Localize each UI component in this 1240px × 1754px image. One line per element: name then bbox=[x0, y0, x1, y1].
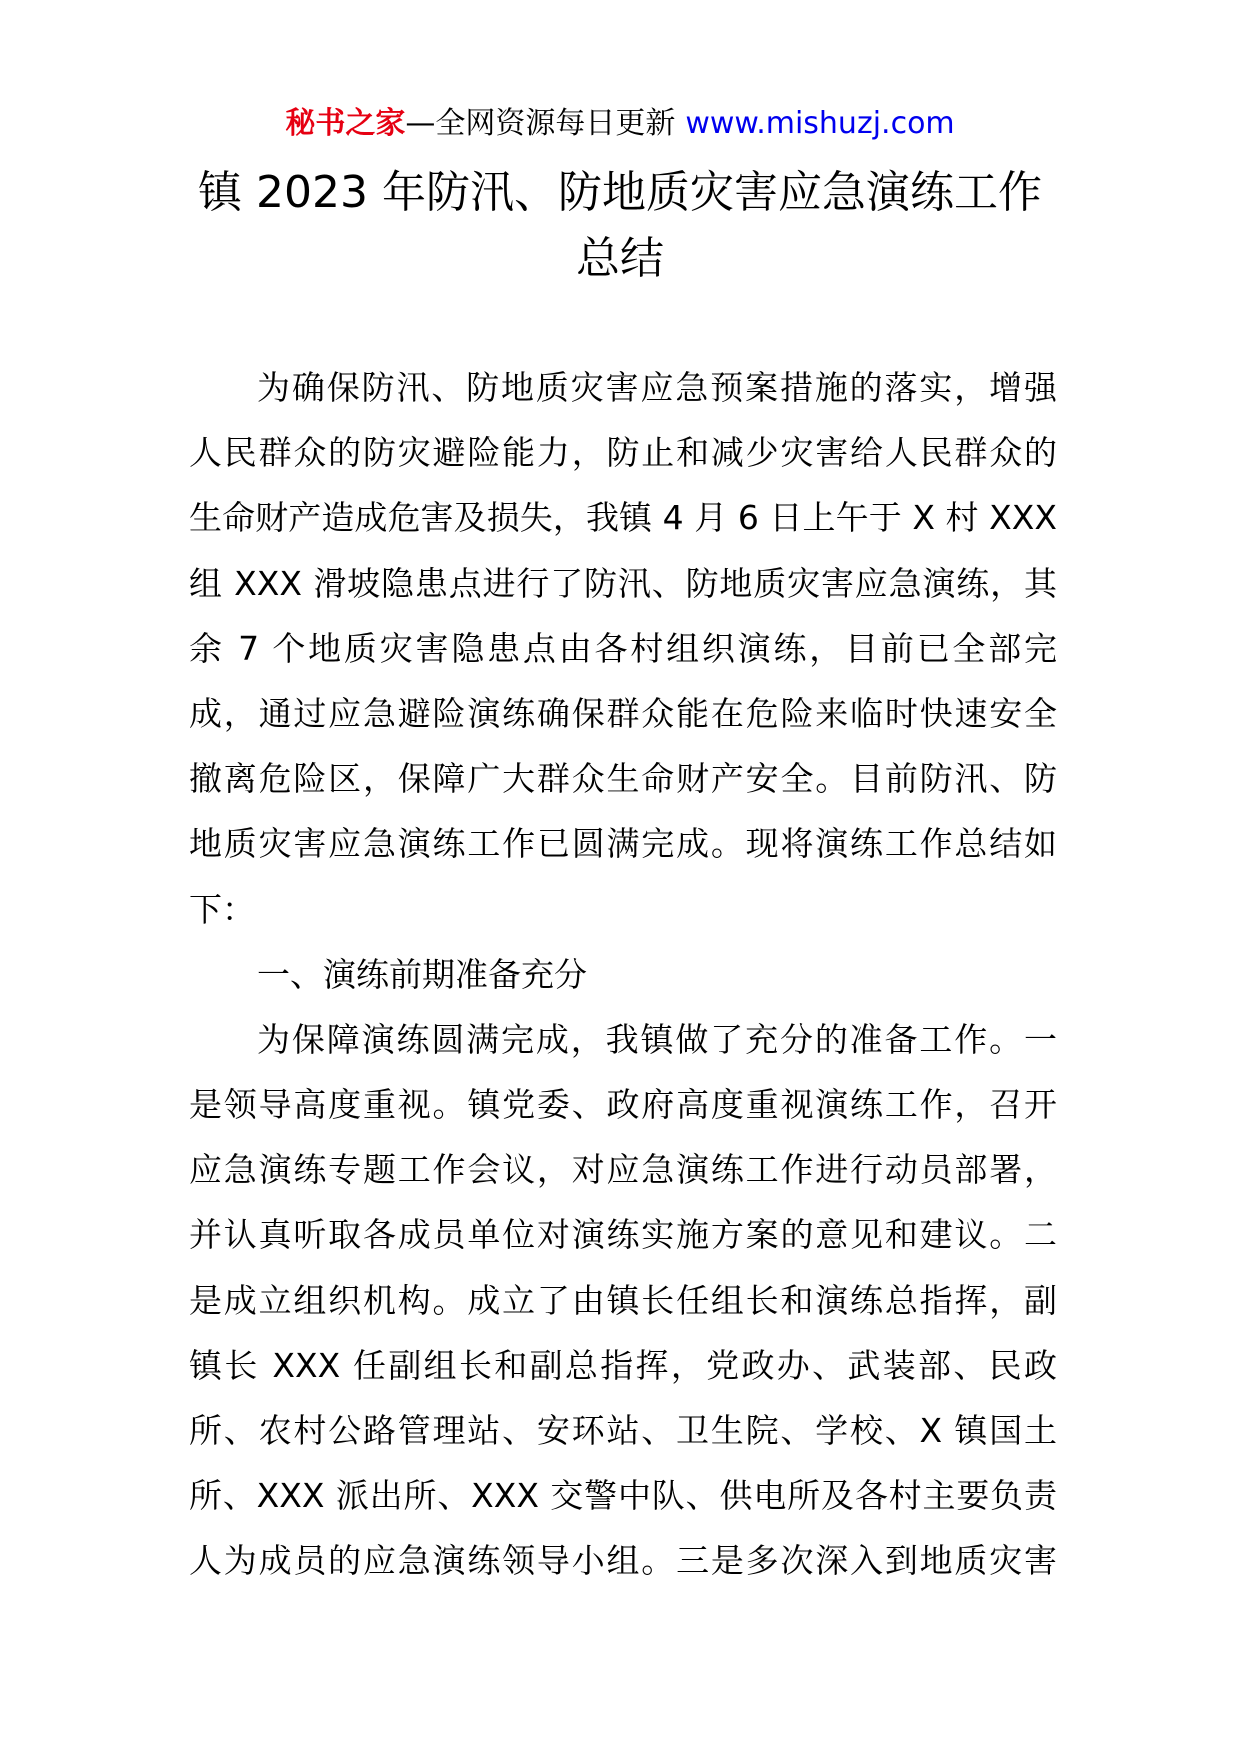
paragraph-line: 撤离危险区，保障广大群众生命财产安全。目前防汛、防 bbox=[189, 759, 1057, 799]
paragraph-line: 人为成员的应急演练领导小组。三是多次深入到地质灾害 bbox=[189, 1541, 1057, 1581]
paragraph-line: 生命财产造成危害及损失，我镇 4 月 6 日上午于 X 村 XXX bbox=[189, 498, 1057, 538]
site-header bbox=[0, 104, 1240, 144]
document-body bbox=[189, 355, 1057, 1594]
paragraph-line: 为确保防汛、防地质灾害应急预案措施的落实，增强 bbox=[257, 368, 1057, 407]
paragraph-line: 为保障演练圆满完成，我镇做了充分的准备工作。一 bbox=[257, 1019, 1057, 1059]
paragraph-line: 所、XXX 派出所、XXX 交警中队、供电所及各村主要负责 bbox=[189, 1476, 1057, 1516]
paragraph-line: 组 XXX 滑坡隐患点进行了防汛、防地质灾害应急演练，其 bbox=[189, 563, 1057, 603]
paragraph-line: 应急演练专题工作会议，对应急演练工作进行动员部署， bbox=[189, 1150, 1057, 1190]
brand-name: 秘书之家 bbox=[285, 106, 406, 141]
paragraph-line: 并认真听取各成员单位对演练实施方案的意见和建议。二 bbox=[189, 1215, 1057, 1255]
paragraph-line: 是成立组织机构。成立了由镇长任组长和演练总指挥，副 bbox=[189, 1280, 1057, 1320]
paragraph-line: 人民群众的防灾避险能力，防止和减少灾害给人民群众的 bbox=[189, 433, 1057, 473]
paragraph-line: 地质灾害应急演练工作已圆满完成。现将演练工作总结如 bbox=[189, 824, 1057, 864]
header-url: www.mishuzj.com bbox=[685, 106, 955, 141]
paragraph-line: 成，通过应急避险演练确保群众能在危险来临时快速安全 bbox=[189, 693, 1057, 733]
paragraph-line: 余 7 个地质灾害隐患点由各村组织演练，目前已全部完 bbox=[189, 628, 1057, 668]
paragraph-line: 下： bbox=[189, 889, 255, 929]
paragraph-line: 镇长 XXX 任副组长和副总指挥，党政办、武装部、民政 bbox=[189, 1345, 1057, 1385]
paragraph-line: 是领导高度重视。镇党委、政府高度重视演练工作，召开 bbox=[189, 1085, 1057, 1125]
section-paragraph bbox=[189, 1007, 1057, 1594]
paragraph-line: 所、农村公路管理站、安环站、卫生院、学校、X 镇国土 bbox=[189, 1411, 1057, 1450]
document-title bbox=[150, 160, 1090, 292]
title-line: 总结 bbox=[576, 233, 664, 284]
header-slogan: —全网资源每日更新 bbox=[405, 106, 676, 141]
section-heading: 一、演练前期准备充分 bbox=[257, 954, 587, 994]
title-line: 镇 2023 年防汛、防地质灾害应急演练工作 bbox=[198, 167, 1042, 218]
intro-paragraph bbox=[189, 355, 1057, 942]
